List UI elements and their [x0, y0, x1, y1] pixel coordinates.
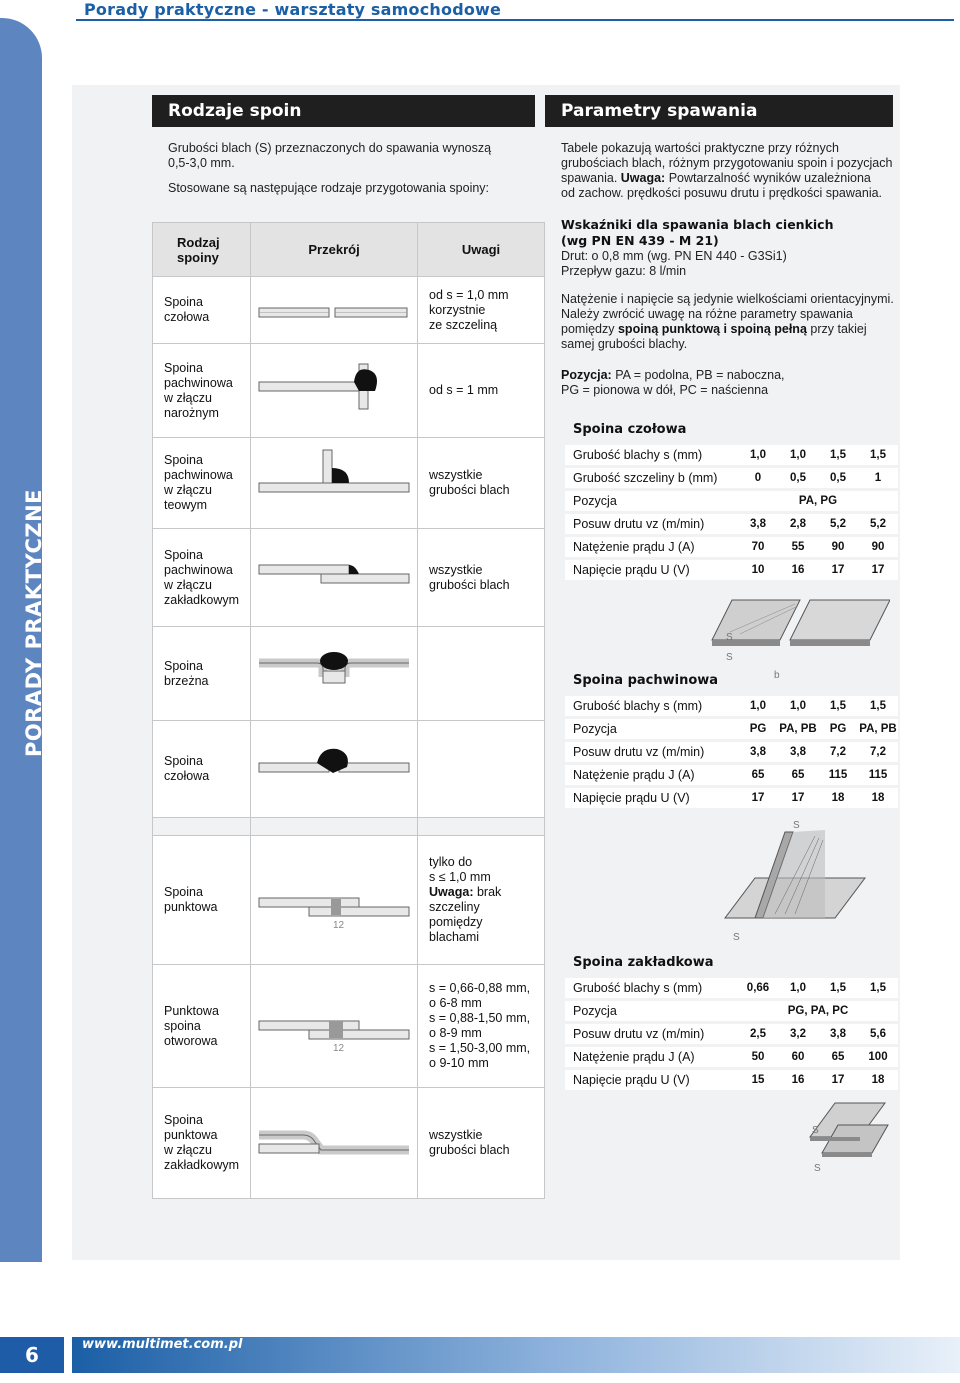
section-title-weld-types: Rodzaje spoin: [152, 95, 535, 127]
side-tab-label: PORADY PRAKTYCZNE: [22, 488, 46, 758]
params-intro: Tabele pokazują wartości praktyczne przy różnych grubościach blach, różnym przygotowaniu spoin i pozycjach spawania. Uwaga: Powtarzalność wyników uzależniona od zachow. prędkości posuwu drutu i prędkości spawania.: [561, 141, 893, 200]
weld-notes: od s = 1 mm: [418, 344, 545, 438]
edge-weld-sketch: [251, 627, 417, 720]
header-rule: [76, 19, 954, 21]
weld-types-intro: [168, 141, 508, 196]
butt-weld-params-table: [565, 445, 898, 583]
table-row: Natężenie prądu J (A) 50 60 65 100: [565, 1046, 898, 1069]
thickness-label: S: [726, 632, 733, 643]
spot-weld-sketch: [251, 836, 417, 964]
table-row: [153, 721, 545, 818]
table-row: Grubość blachy s (mm) 0,66 1,0 1,5 1,5: [565, 978, 898, 1000]
thickness-label: S: [812, 1125, 819, 1136]
page-number: 6: [0, 1337, 64, 1373]
indicators-block: Wskaźniki dla spawania blach cienkich (wg PN EN 439 - M 21) Drut: o 0,8 mm (wg. PN EN 440 - G3Si1) Przepływ gazu: 8 l/min: [561, 217, 834, 278]
table-row: Napięcie prądu U (V) 17 17 18 18: [565, 787, 898, 810]
weld-name: Spoina pachwinowa w złączu zakładkowym: [153, 529, 251, 627]
intro-thickness: Grubości blach (S) przeznaczonych do spawania wynoszą 0,5-3,0 mm.: [168, 141, 492, 170]
table-row: Pozycja PG PA, PB PG PA, PB: [565, 718, 898, 741]
weld-name: Punktowa spoina otworowa: [153, 965, 251, 1088]
table-row: Posuw drutu vz (m/min) 3,8 2,8 5,2 5,2: [565, 513, 898, 536]
cross-section-butt: [251, 277, 418, 344]
weld-notes: wszystkie grubości blach: [418, 529, 545, 627]
table-row: [153, 627, 545, 721]
cross-section-plug: [251, 965, 418, 1088]
page-header-title: Porady praktyczne - warsztaty samochodowe: [84, 0, 502, 19]
lap-weld-sketch: [251, 529, 417, 626]
table-row: Grubość szczeliny b (mm) 0 0,5 0,5 1: [565, 467, 898, 490]
weld-notes: tylko do s ≤ 1,0 mm Uwaga: brak szczeliny pomiędzy blachami: [418, 836, 545, 965]
weld-notes: od s = 1,0 mm korzystnie ze szczeliną: [418, 277, 545, 344]
butt-weld-params-title: Spoina czołowa: [573, 422, 687, 437]
table-header-row: [153, 223, 545, 277]
table-row: [153, 277, 545, 344]
fillet-weld-params-title: Spoina pachwinowa: [573, 673, 719, 688]
tee-weld-sketch: [251, 438, 417, 528]
cross-section-tee: [251, 438, 418, 529]
lap-weld-params-title: Spoina zakładkowa: [573, 955, 714, 970]
table-row: [153, 836, 545, 965]
table-row: [153, 965, 545, 1088]
weld-name: Spoina czołowa: [153, 721, 251, 818]
thickness-label: S: [733, 932, 740, 943]
plug-weld-sketch: [251, 965, 417, 1087]
weld-notes: wszystkie grubości blach: [418, 438, 545, 529]
weld-notes: [418, 627, 545, 721]
butt-weld-illustration: [700, 592, 890, 684]
weld-name: Spoina pachwinowa w złączu narożnym: [153, 344, 251, 438]
table-row: Grubość blachy s (mm) 1,0 1,0 1,5 1,5: [565, 696, 898, 718]
butt-bevel-weld-sketch: [251, 721, 417, 817]
thickness-label: S: [726, 652, 733, 663]
thickness-label: S: [793, 820, 800, 831]
weld-name: Spoina punktowa w złączu zakładkowym: [153, 1088, 251, 1199]
col-header-cross-section: Przekrój: [251, 223, 418, 277]
cross-section-spot-lap: [251, 1088, 418, 1199]
gap-label: b: [774, 670, 780, 681]
intro-preparation: Stosowane są następujące rodzaje przygotowania spoiny:: [168, 181, 490, 195]
table-row: Natężenie prądu J (A) 65 65 115 115: [565, 764, 898, 787]
section-title-welding-params: Parametry spawania: [545, 95, 893, 127]
params-note: Natężenie i napięcie są jedynie wielkościami orientacyjnymi. Należy zwrócić uwagę na różne parametry spawania pomiędzy spoiną punktową i spoiną pełną przy takiej samej grubości blachy.: [561, 292, 894, 351]
thickness-label: S: [814, 1163, 821, 1174]
table-row: Pozycja PA, PG: [565, 490, 898, 513]
weld-name: Spoina pachwinowa w złączu teowym: [153, 438, 251, 529]
table-row: [153, 529, 545, 627]
table-row: Grubość blachy s (mm) 1,0 1,0 1,5 1,5: [565, 445, 898, 467]
cross-section-edge: [251, 627, 418, 721]
weld-name: Spoina czołowa: [153, 277, 251, 344]
fillet-weld-illustration: [715, 818, 875, 946]
spot-lap-weld-sketch: [251, 1088, 417, 1198]
weld-notes: wszystkie grubości blach: [418, 1088, 545, 1199]
butt-weld-sketch: [251, 277, 417, 343]
plug-weld-sketch-label: 12: [333, 1043, 345, 1054]
table-row: [153, 344, 545, 438]
fillet-weld-params-table: [565, 696, 898, 811]
cross-section-butt-bevel: [251, 721, 418, 818]
cross-section-lap: [251, 529, 418, 627]
lap-weld-params-table: [565, 978, 898, 1093]
col-header-notes: Uwagi: [418, 223, 545, 277]
spot-weld-sketch-label: 12: [333, 920, 345, 931]
table-row: Napięcie prądu U (V) 15 16 17 18: [565, 1069, 898, 1092]
col-header-weld-type: Rodzaj spoiny: [153, 223, 251, 277]
weld-notes: s = 0,66-0,88 mm, o 6-8 mm s = 0,88-1,50 mm, o 8-9 mm s = 1,50-3,00 mm, o 9-10 mm: [418, 965, 545, 1088]
weld-notes: [418, 721, 545, 818]
table-row: Posuw drutu vz (m/min) 2,5 3,2 3,8 5,6: [565, 1023, 898, 1046]
weld-name: Spoina brzeżna: [153, 627, 251, 721]
cross-section-corner: [251, 344, 418, 438]
cross-section-spot: [251, 836, 418, 965]
position-legend: Pozycja: PA = podolna, PB = naboczna, PG = pionowa w dół, PC = naścienna: [561, 368, 785, 397]
weld-name: Spoina punktowa: [153, 836, 251, 965]
corner-weld-sketch: [251, 344, 417, 437]
table-row: [153, 1088, 545, 1199]
table-row: Natężenie prądu J (A) 70 55 90 90: [565, 536, 898, 559]
page-footer: [0, 1337, 960, 1373]
lap-weld-illustration: [800, 1095, 890, 1183]
table-row: Posuw drutu vz (m/min) 3,8 3,8 7,2 7,2: [565, 741, 898, 764]
table-row: Napięcie prądu U (V) 10 16 17 17: [565, 559, 898, 582]
website-link[interactable]: www.multimet.com.pl: [82, 1337, 243, 1352]
table-row: [153, 438, 545, 529]
weld-types-table: [152, 222, 545, 1199]
table-row: Pozycja PG, PA, PC: [565, 1000, 898, 1023]
